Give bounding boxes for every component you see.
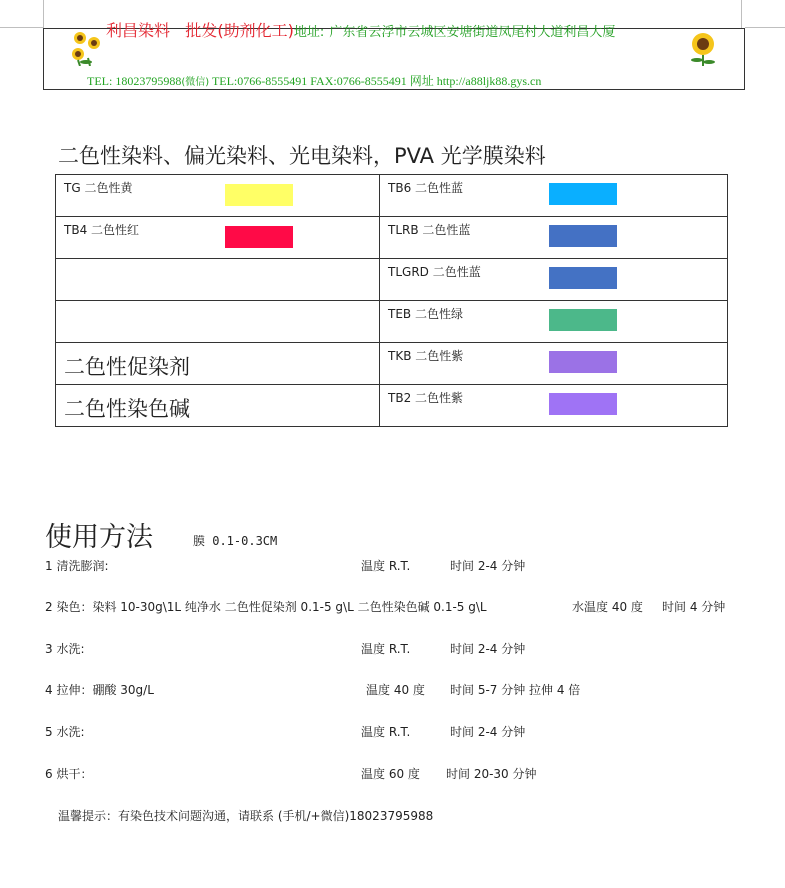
- table-cell: [56, 259, 380, 301]
- sunflower-icon: [684, 30, 722, 66]
- table-cell: [56, 301, 380, 343]
- table-cell: [56, 217, 380, 259]
- step-temp: 温度 40 度: [366, 683, 425, 697]
- table-row: [56, 175, 728, 217]
- crop-mark: [741, 0, 742, 28]
- table-row: [56, 259, 728, 301]
- step-temp: 温度 R.T.: [361, 725, 411, 739]
- method-title: 使用方法: [45, 522, 153, 553]
- tel-mobile: TEL: 18023795988: [87, 74, 182, 88]
- dye-label: TB6 二色性蓝: [388, 181, 464, 195]
- dye-table: [55, 174, 728, 427]
- address-label: 地址:: [293, 25, 325, 40]
- step-temp: 温度 R.T.: [361, 559, 411, 573]
- dye-label: TKB 二色性紫: [388, 349, 464, 363]
- color-swatch: [549, 351, 617, 373]
- step-name: 4 拉伸：硼酸 30g/L: [45, 683, 154, 697]
- color-swatch: [225, 226, 293, 248]
- step-temp: 水温度 40 度: [572, 600, 643, 614]
- color-swatch: [549, 309, 617, 331]
- color-swatch: [549, 267, 617, 289]
- step-time: 时间 20-30 分钟: [446, 767, 537, 781]
- letterhead-contact: [87, 73, 541, 91]
- sunflower-icon: [66, 30, 106, 66]
- company-name: 利昌染料: [106, 21, 171, 40]
- table-row: [56, 217, 728, 259]
- step-time: 时间 2-4 分钟: [450, 642, 526, 656]
- step-name: 6 烘干：: [45, 767, 93, 781]
- step-name: 1 清洗膨润:: [45, 559, 109, 573]
- crop-mark: [745, 27, 785, 28]
- contact-tip: 温馨提示：有染色技术问题沟通，请联系 (手机/+微信)18023795988: [58, 809, 434, 823]
- table-cell: [380, 385, 728, 427]
- color-swatch: [549, 183, 617, 205]
- method-subtitle: 膜 0.1-0.3CM: [193, 534, 278, 548]
- dye-label: TB4 二色性红: [64, 223, 140, 237]
- table-cell: [56, 175, 380, 217]
- dye-label: TLGRD 二色性蓝: [388, 265, 481, 279]
- table-cell: [380, 343, 728, 385]
- crop-mark: [43, 0, 44, 28]
- paren: ): [287, 21, 294, 40]
- color-swatch: [225, 184, 293, 206]
- section-title: 二色性染料、偏光染料、光电染料，PVA 光学膜染料: [58, 144, 546, 168]
- crop-mark: [0, 27, 43, 28]
- paren: (: [217, 21, 224, 40]
- table-cell: [380, 301, 728, 343]
- step-name: 2 染色：染料 10-30g\1L 纯净水 二色性促染剂 0.1-5 g\L 二色性染色碱 0.1-5 g\L: [45, 600, 487, 614]
- dye-label: TEB 二色性绿: [388, 307, 463, 321]
- auxiliary-label: 二色性染色碱: [64, 397, 190, 421]
- auxiliary-text: 助剂化工: [223, 21, 288, 40]
- color-swatch: [549, 225, 617, 247]
- step-time: 时间 2-4 分钟: [450, 559, 526, 573]
- table-cell: [56, 343, 380, 385]
- step-time: 时间 2-4 分钟: [450, 725, 526, 739]
- dye-label: TG 二色性黄: [64, 181, 133, 195]
- wholesale-text: 批发: [185, 21, 218, 40]
- step-name: 5 水洗:: [45, 725, 85, 739]
- table-cell: [380, 259, 728, 301]
- table-cell: [56, 385, 380, 427]
- table-row: [56, 301, 728, 343]
- table-cell: [380, 217, 728, 259]
- step-time: 时间 5-7 分钟 拉伸 4 倍: [450, 683, 581, 697]
- contact-rest: TEL:0766-8555491 FAX:0766-8555491 网址 http://a88ljk88.gys.cn: [211, 74, 542, 88]
- color-swatch: [549, 393, 617, 415]
- dye-label: TB2 二色性紫: [388, 391, 464, 405]
- step-time: 时间 4 分钟: [662, 600, 726, 614]
- dye-label: TLRB 二色性蓝: [388, 223, 471, 237]
- table-row: [56, 343, 728, 385]
- letterhead-title: [106, 21, 615, 43]
- table-row: [56, 385, 728, 427]
- address-text: 广东省云浮市云城区安塘街道凤尾村大道利昌大厦: [329, 25, 616, 40]
- wechat-note: (微信): [181, 77, 210, 88]
- step-name: 3 水洗:: [45, 642, 85, 656]
- step-temp: 温度 60 度: [361, 767, 420, 781]
- auxiliary-label: 二色性促染剂: [64, 355, 190, 379]
- table-cell: [380, 175, 728, 217]
- step-temp: 温度 R.T.: [361, 642, 411, 656]
